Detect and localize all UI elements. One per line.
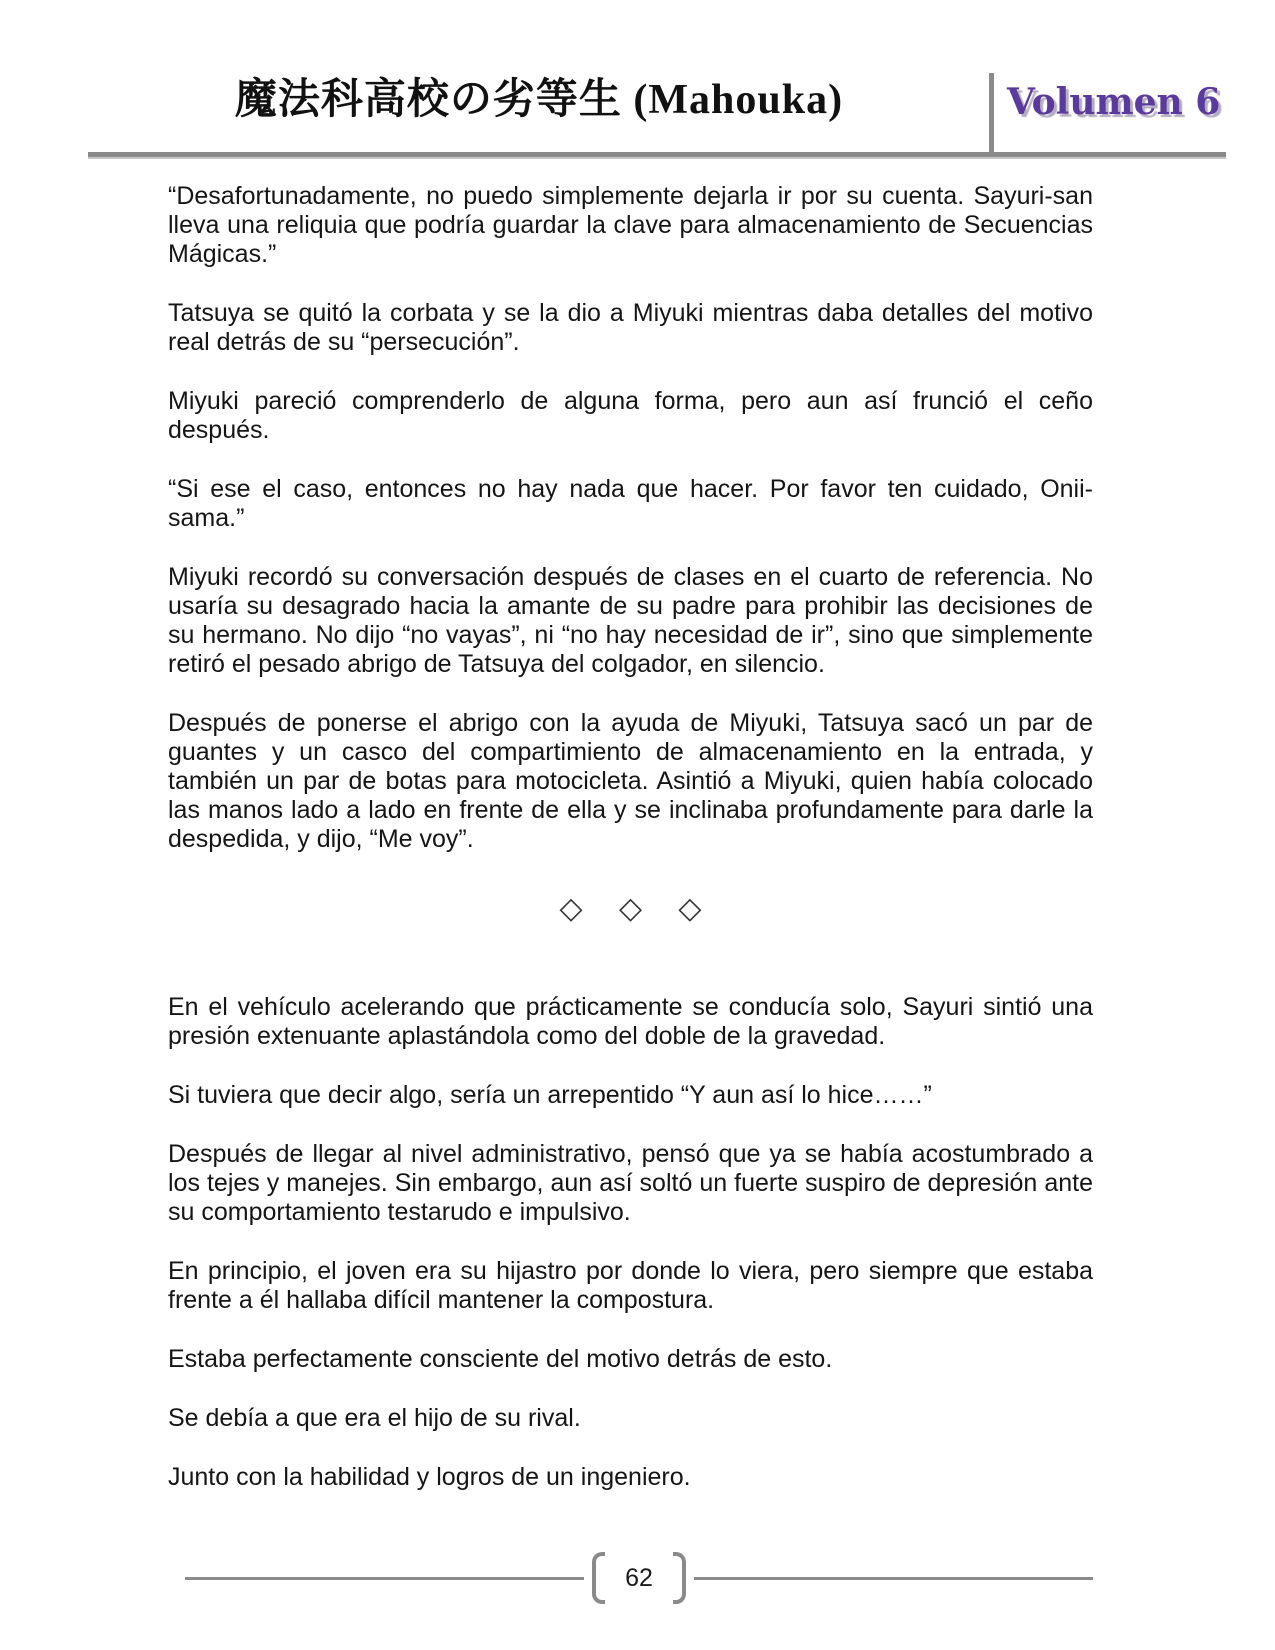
paragraph: Junto con la habilidad y logros de un ingeniero. <box>168 1463 691 1491</box>
paragraph: Se debía a que era el hijo de su rival. <box>168 1404 581 1432</box>
page-title: 魔法科高校の劣等生 (Mahouka) <box>234 77 844 123</box>
paragraph: Estaba perfectamente consciente del motivo detrás de esto. <box>168 1345 833 1373</box>
footer-line-right <box>694 1577 1093 1580</box>
page-number: 62 <box>625 1563 653 1592</box>
paragraph: Miyuki recordó su conversación después de clases en el cuarto de referencia. No usaría su desagrado hacia la amante de su padre para prohibir las decisiones de su hermano. No dijo “no vayas”, ni “no hay necesidad de ir”, sino que simplemente retiró el pesado abrigo de Tatsuya del colgador, en silencio. <box>168 563 1093 678</box>
paragraph: Después de llegar al nivel administrativo, pensó que ya se había acostumbrado a los tejes y manejes. Sin embargo, aun así soltó un fuerte suspiro de depresión ante su comportamiento testarudo e impulsivo. <box>168 1140 1093 1226</box>
header-divider-bar <box>989 73 994 157</box>
paragraph: En el vehículo acelerando que prácticamente se conducía solo, Sayuri sintió una presión extenuante aplastándola como del doble de la gravedad. <box>168 993 1093 1050</box>
paragraph: “Desafortunadamente, no puedo simplemente dejarla ir por su cuenta. Sayuri-san lleva una reliquia que podría guardar la clave para almacenamiento de Secuencias Mágicas.” <box>168 182 1093 268</box>
paragraph: Tatsuya se quitó la corbata y se la dio a Miyuki mientras daba detalles del motivo real detrás de su “persecución”. <box>168 299 1093 356</box>
page-body <box>168 182 1093 1522</box>
footer-bracket-right-icon <box>673 1552 686 1604</box>
footer-line-left <box>185 1577 584 1580</box>
paragraph: “Si ese el caso, entonces no hay nada que hacer. Por favor ten cuidado, Onii-sama.” <box>168 475 1093 532</box>
header-rule <box>88 152 1226 159</box>
section-separator-diamonds: ◇ ◇ ◇ <box>559 892 716 925</box>
page-footer <box>185 1548 1093 1608</box>
volume-label: Volumen 6 <box>1007 81 1221 123</box>
paragraph: Miyuki pareció comprenderlo de alguna forma, pero aun así frunció el ceño después. <box>168 387 1093 444</box>
paragraph: En principio, el joven era su hijastro por donde lo viera, pero siempre que estaba frente a él hallaba difícil mantener la compostura. <box>168 1257 1093 1314</box>
paragraph: Después de ponerse el abrigo con la ayuda de Miyuki, Tatsuya sacó un par de guantes y un casco del compartimiento de almacenamiento en la entrada, y también un par de botas para motocicleta. Asintió a Miyuki, quien había colocado las manos lado a lado en frente de ella y se inclinaba profundamente para darle la despedida, y dijo, “Me voy”. <box>168 709 1093 853</box>
footer-bracket-left-icon <box>592 1552 605 1604</box>
paragraph: Si tuviera que decir algo, sería un arrepentido “Y aun así lo hice……” <box>168 1081 932 1109</box>
